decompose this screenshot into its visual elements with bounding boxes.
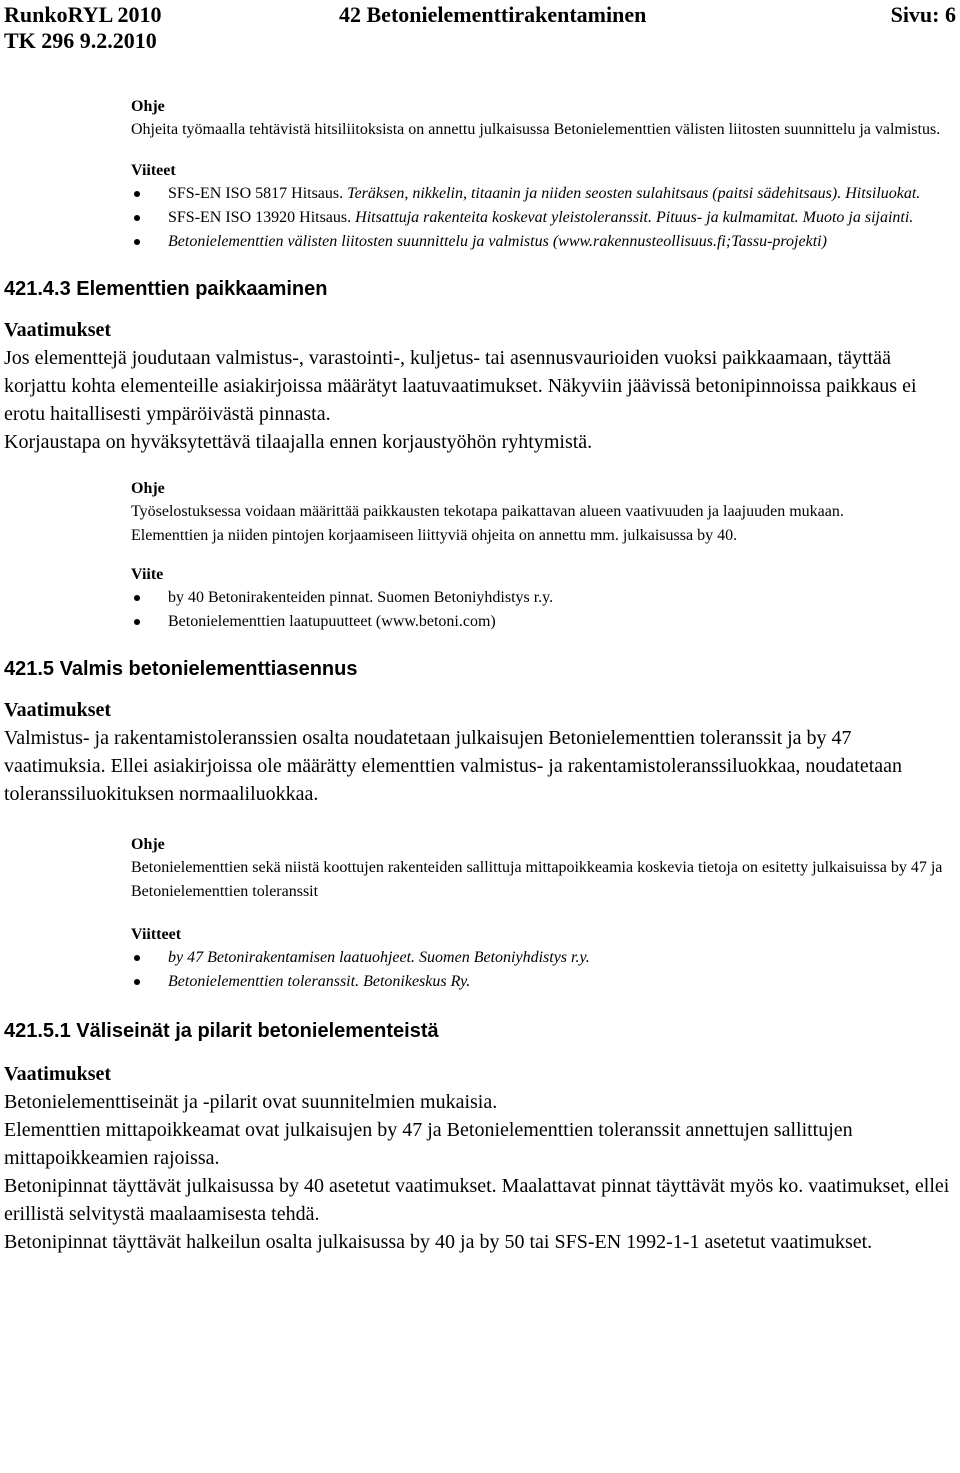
vaatimukset-label: Vaatimukset — [4, 1063, 112, 1085]
viitteet-block — [0, 924, 960, 946]
reference-title: Betonielementtien välisten liitosten suunnittelu ja valmistus (www.rakennusteollisuus.fi;Tassu-projekti) — [168, 233, 827, 250]
vaatimukset-text — [0, 1088, 960, 1256]
vaatimukset-text — [0, 344, 960, 456]
list-item: Betonielementtien toleranssit. Betonikeskus Ry. — [168, 970, 952, 994]
header-page-number: Sivu: 6 — [890, 2, 956, 27]
viitteet-label: Viiteet — [131, 162, 176, 179]
ohje-block — [0, 834, 960, 904]
ohje-text: Betonielementtien sekä niistä koottujen rakenteiden sallittuja mittapoikkeamia koskevia tietoja on esitetty julkaisuissa by 47 ja Betonielementtien toleranssit — [131, 859, 943, 900]
section-heading-421-5: 421.5 Valmis betonielementtiasennus — [4, 658, 358, 680]
reference-list — [0, 946, 960, 994]
paragraph: Elementtien mittapoikkeamat ovat julkaisujen by 47 ja Betonielementtien toleranssit annettujen sallittujen mittapoikkeamien rajoissa. — [4, 1119, 853, 1169]
reference-title: Teräksen, nikkelin, titaanin ja niiden seosten sulahitsaus (paitsi sädehitsaus). Hitsiluokat. — [347, 185, 921, 202]
header-date: TK 296 9.2.2010 — [4, 28, 157, 53]
ohje-label: Ohje — [131, 480, 165, 497]
paragraph: Betonipinnat täyttävät halkeilun osalta julkaisussa by 40 ja by 50 tai SFS-EN 1992-1-1 asetetut vaatimukset. — [4, 1231, 873, 1253]
reference-code: SFS-EN ISO 5817 Hitsaus. — [168, 185, 348, 202]
ohje-label: Ohje — [131, 98, 165, 115]
vaatimukset-label: Vaatimukset — [4, 699, 112, 721]
reference-list — [0, 586, 960, 634]
document-body — [0, 96, 960, 1256]
list-item: Betonielementtien laatupuutteet (www.betoni.com) — [168, 610, 952, 634]
ohje-label: Ohje — [131, 836, 165, 853]
paragraph: Jos elementtejä joudutaan valmistus-, varastointi-, kuljetus- tai asennusvaurioiden vuoksi paikkaamaan, täyttää korjattu kohta elementeille asiakirjoissa määrätyt laatuvaatimukset. Näkyviin jäävissä betonipinnoissa paikkaus ei erotu haitallisesti ympäröivästä pinnasta. — [4, 347, 917, 425]
list-item — [168, 230, 952, 254]
list-item — [168, 182, 952, 206]
viite-label: Viite — [131, 566, 164, 583]
top-viitteet-block — [0, 160, 960, 182]
ohje-text: Ohjeita työmaalla tehtävistä hitsiliitoksista on annettu julkaisussa Betonielementtien välisten liitosten suunnittelu ja valmistus. — [131, 121, 941, 138]
page-header — [4, 2, 956, 54]
reference-title: Hitsattuja rakenteita koskevat yleistoleranssit. Pituus- ja kulmamitat. Muoto ja sijainti. — [355, 209, 914, 226]
vaatimukset-label: Vaatimukset — [4, 319, 112, 341]
ohje-block — [0, 478, 960, 548]
top-reference-list — [0, 182, 960, 254]
paragraph: Elementtien ja niiden pintojen korjaamiseen liittyviä ohjeita on annettu mm. julkaisussa by 40. — [131, 527, 738, 544]
viitteet-label: Viitteet — [131, 926, 182, 943]
list-item — [168, 206, 952, 230]
paragraph: Korjaustapa on hyväksytettävä tilaajalla ennen korjaustyöhön ryhtymistä. — [4, 431, 593, 453]
header-document-name: RunkoRYL 2010 — [4, 2, 162, 27]
top-ohje-block — [0, 96, 960, 142]
vaatimukset-text: Valmistus- ja rakentamistoleranssien osalta noudatetaan julkaisujen Betonielementtien toleranssit ja by 47 vaatimuksia. Ellei asiakirjoissa ole määrätty elementtien valmistus- ja rakentamistoleranssiluokkaa, noudatetaan toleranssiluokituksen normaaliluokkaa. — [4, 727, 903, 805]
paragraph: Betonipinnat täyttävät julkaisussa by 40 asetetut vaatimukset. Maalattavat pinnat täyttävät myös ko. vaatimukset, ellei erillistä selvitystä maalaamisesta tehdä. — [4, 1175, 950, 1225]
list-item: by 40 Betonirakenteiden pinnat. Suomen Betoniyhdistys r.y. — [168, 586, 952, 610]
ohje-text — [131, 500, 954, 548]
header-chapter-title: 42 Betonielementtirakentaminen — [339, 2, 647, 27]
viite-block — [0, 564, 960, 586]
paragraph: Työselostuksessa voidaan määrittää paikkausten tekotapa paikattavan alueen vaativuuden ja laajuuden mukaan. — [131, 503, 844, 520]
reference-code: SFS-EN ISO 13920 Hitsaus. — [168, 209, 356, 226]
list-item: by 47 Betonirakentamisen laatuohjeet. Suomen Betoniyhdistys r.y. — [168, 946, 952, 970]
section-heading-421-5-1: 421.5.1 Väliseinät ja pilarit betonielementeistä — [4, 1020, 439, 1042]
section-heading-421-4-3: 421.4.3 Elementtien paikkaaminen — [4, 278, 328, 300]
paragraph: Betonielementtiseinät ja -pilarit ovat suunnitelmien mukaisia. — [4, 1091, 498, 1113]
